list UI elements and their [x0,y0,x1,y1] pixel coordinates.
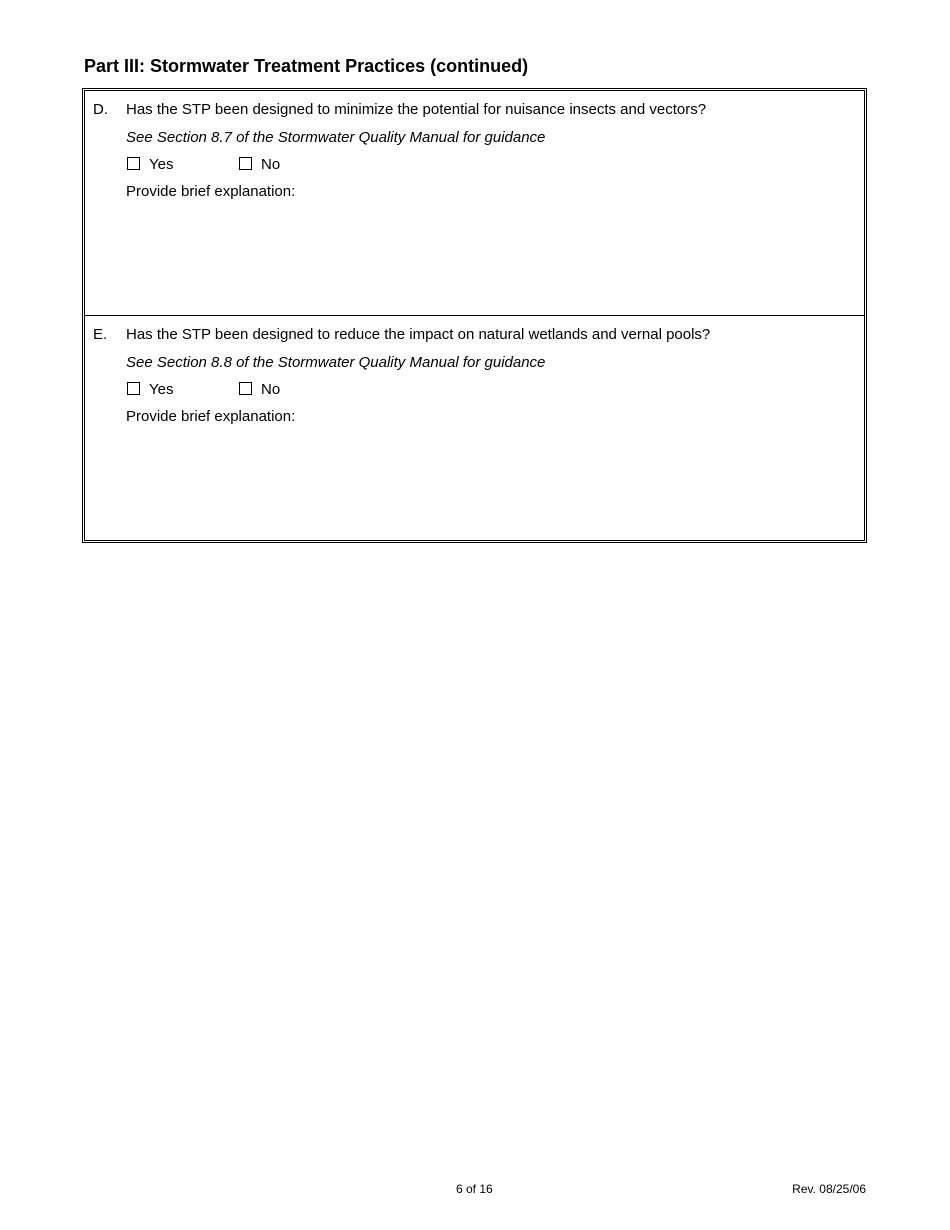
question-letter: D. [93,101,108,118]
yes-checkbox[interactable] [127,157,140,170]
question-d [85,91,864,316]
question-text: Has the STP been designed to minimize the potential for nuisance insects and vectors? [126,101,707,118]
form-box [82,88,867,543]
option-no[interactable] [239,381,280,399]
revision-date: Rev. 08/25/06 [792,1182,866,1196]
no-label: No [261,156,281,173]
question-letter: E. [93,326,108,343]
page-title: Part III: Stormwater Treatment Practices (continued) [84,56,529,76]
option-no[interactable] [239,156,280,174]
explanation-label: Provide brief explanation: [126,183,296,200]
yes-label: Yes [149,156,174,173]
no-label: No [261,381,281,398]
yes-label: Yes [149,381,174,398]
page-number: 6 of 16 [456,1182,493,1196]
no-checkbox[interactable] [239,157,252,170]
option-yes[interactable] [127,156,173,174]
option-yes[interactable] [127,381,173,399]
explanation-label: Provide brief explanation: [126,408,296,425]
question-e [85,316,864,540]
question-text: Has the STP been designed to reduce the impact on natural wetlands and vernal pools? [126,326,711,343]
guidance-note: See Section 8.7 of the Stormwater Quality Manual for guidance [126,129,546,146]
yes-checkbox[interactable] [127,382,140,395]
guidance-note: See Section 8.8 of the Stormwater Quality Manual for guidance [126,354,546,371]
no-checkbox[interactable] [239,382,252,395]
